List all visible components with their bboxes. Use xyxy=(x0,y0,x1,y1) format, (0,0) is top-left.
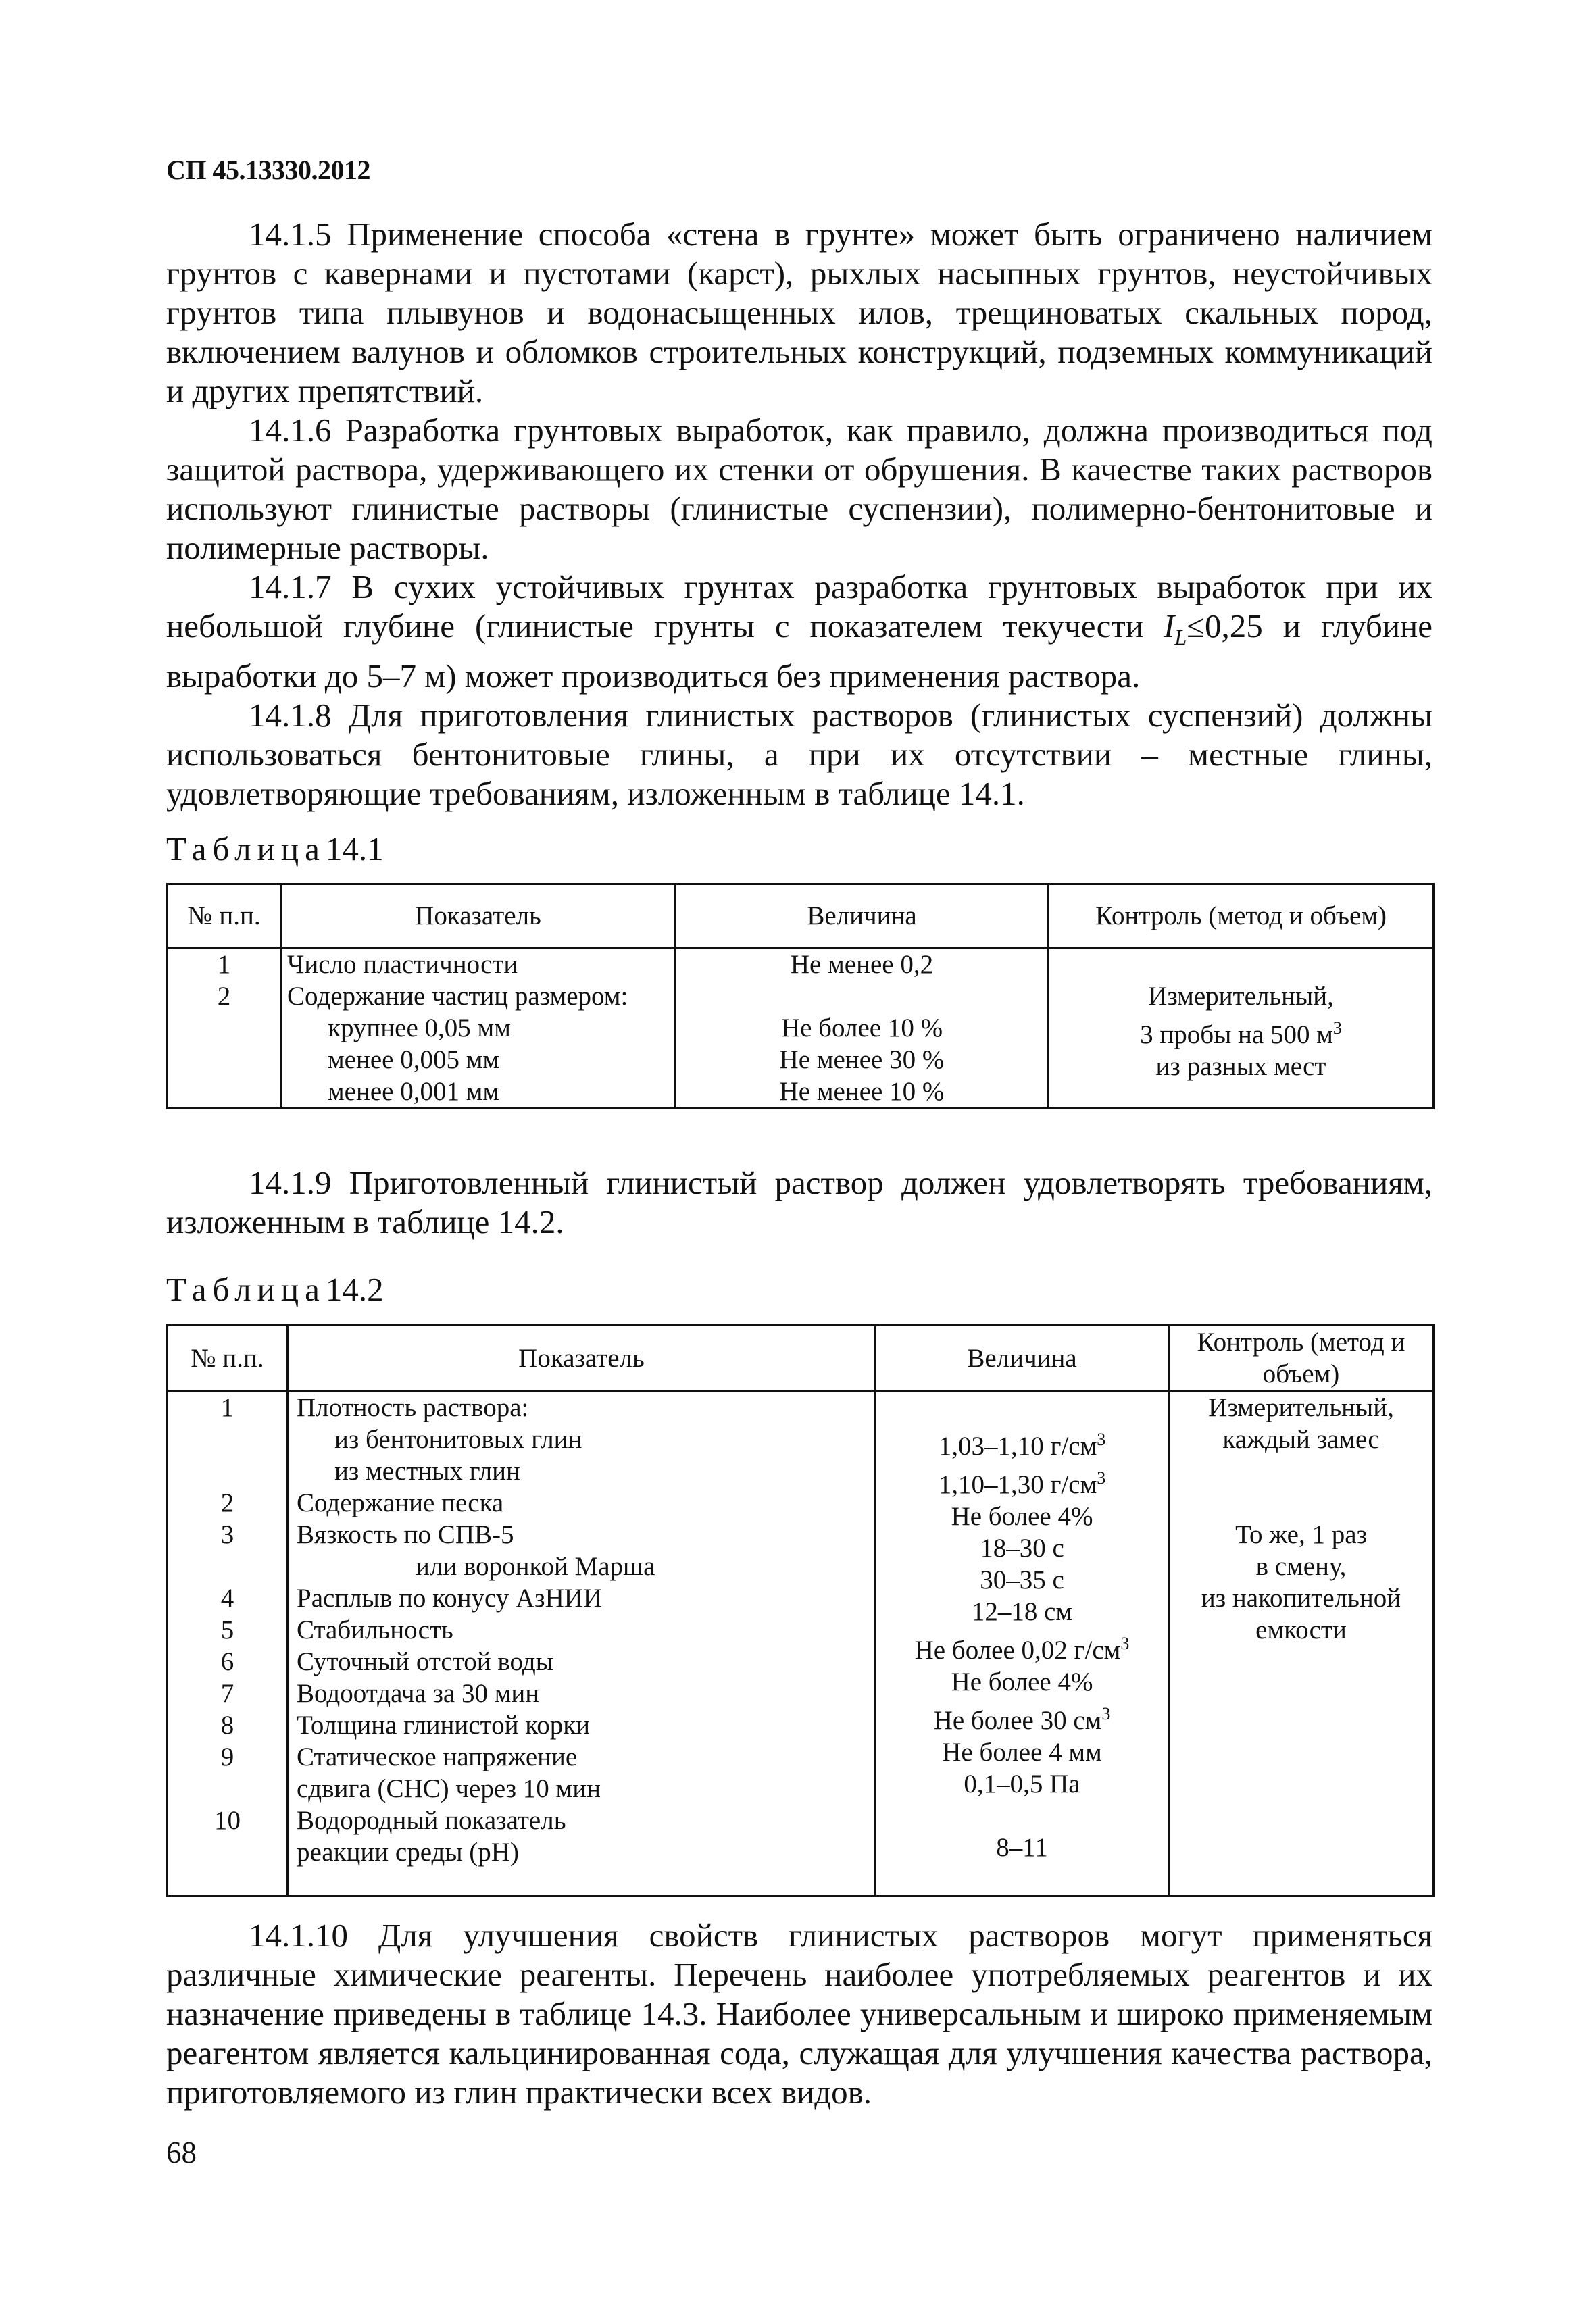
table-cell-control xyxy=(1049,948,1434,1109)
row-indicator: Стабильность xyxy=(297,1615,453,1644)
row-value xyxy=(882,1666,1162,1698)
row-value: Не более 10 % xyxy=(780,1013,943,1042)
row-indicator: Суточный отстой воды xyxy=(297,1647,553,1676)
caption-word: Таблица xyxy=(166,830,326,867)
row-indicator: менее 0,001 мм xyxy=(328,1077,500,1106)
row-value: Не менее 0,2 xyxy=(790,950,934,979)
row-indicator: Толщина глинистой корки xyxy=(297,1711,591,1740)
table-cell-number xyxy=(168,1391,288,1896)
control-line: из разных мест xyxy=(1155,1052,1326,1081)
row-indicator: Расплыв по конусу АзНИИ xyxy=(297,1584,603,1613)
table-14-1 xyxy=(166,883,1435,1109)
row-value-text: Не более 4% xyxy=(951,1667,1093,1696)
paragraph-14-1-10: 14.1.10 Для улучшения свойств глинистых растворов могут применяться различные химические реагенты. Перечень наиболее употребляемых реагентов и их назначение приведены в таблице 14.3. Наиболее универсальным и широко применяемым реагентом является кальцинированная сода, служащая для улучшения качества раствора, приготовляемого из глин практически всех видов. xyxy=(166,1917,1432,2111)
paragraph-14-1-7-after: ≤0,25 и глубине выработки до 5–7 м) может производиться без применения раствора. xyxy=(166,607,1433,695)
row-number xyxy=(174,1836,281,1868)
paragraph-14-1-8: 14.1.8 Для приготовления глинистых растворов (глинистых суспензий) должны использоваться бентонитовые глины, а при их отсутствии – местные глины, удовлетворяющие требованиям, изложенным в таблице 14.1. xyxy=(166,696,1432,812)
row-value-text: 12–18 см xyxy=(971,1597,1073,1626)
row-value xyxy=(882,1392,1162,1424)
control-line xyxy=(1175,1455,1427,1487)
row-indicator: реакции среды (pH) xyxy=(297,1838,519,1867)
row-value xyxy=(882,1698,1162,1736)
row-value xyxy=(882,1462,1162,1501)
row-value-text: Не более 0,02 г/см xyxy=(914,1636,1121,1665)
cubic-superscript: 3 xyxy=(1097,1430,1106,1449)
row-value xyxy=(882,1800,1162,1832)
row-number: 10 xyxy=(214,1806,241,1835)
row-value xyxy=(882,1532,1162,1564)
table-14-2-caption xyxy=(166,1270,384,1309)
row-indicator: из бентонитовых глин xyxy=(334,1425,582,1454)
control-line xyxy=(1175,1487,1427,1519)
row-value xyxy=(882,1832,1162,1863)
caption-number: 14.1 xyxy=(325,830,384,867)
row-value-text: 1,10–1,30 г/см xyxy=(938,1470,1097,1499)
control-line xyxy=(1055,1012,1427,1051)
cubic-superscript: 3 xyxy=(1120,1634,1130,1653)
header-control: Контроль (метод и объем) xyxy=(1169,1326,1434,1391)
row-number: 4 xyxy=(220,1584,234,1613)
row-number: 1 xyxy=(220,1393,234,1422)
paragraph-14-1-9: 14.1.9 Приготовленный глинистый раствор должен удовлетворять требованиям, изложенным в таблице 14.2. xyxy=(166,1164,1432,1240)
caption-word: Таблица xyxy=(166,1271,326,1308)
header-control: Контроль (метод и объем) xyxy=(1049,884,1434,948)
row-value-text: 8–11 xyxy=(996,1833,1048,1862)
row-number xyxy=(174,1424,281,1455)
row-number: 2 xyxy=(217,982,231,1011)
row-value: Не менее 30 % xyxy=(779,1045,945,1074)
row-number: 3 xyxy=(220,1520,234,1549)
table-cell-value xyxy=(876,1391,1169,1896)
header-indicator: Показатель xyxy=(288,1326,876,1391)
row-value-text: 30–35 с xyxy=(980,1565,1064,1594)
text-block-top xyxy=(166,215,1432,813)
caption-number: 14.2 xyxy=(325,1271,384,1308)
row-number xyxy=(174,1551,281,1582)
row-value xyxy=(882,1768,1162,1800)
row-value xyxy=(882,1501,1162,1532)
table-cell-indicator xyxy=(288,1391,876,1896)
text-block-bottom xyxy=(166,1916,1432,2112)
cubic-superscript: 3 xyxy=(1097,1468,1106,1488)
row-value-text: 0,1–0,5 Па xyxy=(964,1769,1080,1799)
row-value-text: Не более 30 см xyxy=(933,1706,1102,1735)
table-14-2 xyxy=(166,1324,1435,1897)
row-value xyxy=(882,1596,1162,1628)
row-value-text: Не более 4 мм xyxy=(942,1738,1102,1767)
row-indicator: сдвига (СНС) через 10 мин xyxy=(297,1774,601,1803)
row-value-text: 1,03–1,10 г/см xyxy=(938,1432,1097,1461)
table-cell-number xyxy=(168,948,281,1109)
row-value: Не менее 10 % xyxy=(779,1077,945,1106)
control-line: в смену, xyxy=(1255,1552,1347,1581)
table-cell-indicator xyxy=(281,948,676,1109)
row-number: 5 xyxy=(220,1615,234,1644)
row-indicator: Число пластичности xyxy=(287,950,518,979)
row-number: 8 xyxy=(220,1711,234,1740)
row-value-text: 18–30 с xyxy=(980,1534,1064,1563)
page-number: 68 xyxy=(166,2136,197,2169)
header-value: Величина xyxy=(876,1326,1169,1391)
row-indicator: Плотность раствора: xyxy=(297,1393,529,1422)
paragraph-14-1-5: 14.1.5 Применение способа «стена в грунте» может быть ограничено наличием грунтов с кавернами и пустотами (карст), рыхлых насыпных грунтов, неустойчивых грунтов типа плывунов и водонасыщенных илов, трещиноватых скальных пород, включением валунов и обломков строительных конструкций, подземных коммуникаций и других препятствий. xyxy=(166,216,1432,409)
row-value xyxy=(882,1564,1162,1596)
row-value xyxy=(882,1736,1162,1768)
row-value xyxy=(882,1863,1162,1895)
fluidity-subscript: L xyxy=(1174,624,1187,649)
row-indicator: менее 0,005 мм xyxy=(328,1045,500,1074)
paragraph-14-1-7 xyxy=(166,568,1432,696)
paragraph-14-1-6: 14.1.6 Разработка грунтовых выработок, как правило, должна производиться под защитой раствора, удерживающего их стенки от обрушения. В качестве таких растворов используют глинистые растворы (глинистые суспензии), полимерно-бентонитовые и полимерные растворы. xyxy=(166,411,1432,566)
row-number: 2 xyxy=(220,1488,234,1517)
row-number xyxy=(174,1455,281,1487)
header-value: Величина xyxy=(676,884,1049,948)
row-number xyxy=(174,1773,281,1805)
text-block-middle xyxy=(166,1163,1432,1242)
row-indicator: Водоотдача за 30 мин xyxy=(297,1679,540,1708)
row-value xyxy=(882,1424,1162,1462)
document-code: СП 45.13330.2012 xyxy=(166,155,370,185)
cubic-superscript: 3 xyxy=(1101,1704,1111,1724)
row-indicator: из местных глин xyxy=(334,1457,520,1486)
row-number: 1 xyxy=(217,950,231,979)
row-indicator: или воронкой Марша xyxy=(416,1552,655,1581)
control-line: каждый замес xyxy=(1222,1425,1380,1454)
table-14-1-caption xyxy=(166,830,384,868)
header-number: № п.п. xyxy=(168,884,281,948)
fluidity-symbol: I xyxy=(1164,607,1175,645)
row-indicator: Вязкость по СПВ-5 xyxy=(297,1520,514,1549)
row-number: 9 xyxy=(220,1742,234,1771)
control-line: из накопительной xyxy=(1201,1584,1401,1613)
row-number: 6 xyxy=(220,1647,234,1676)
control-line: емкости xyxy=(1255,1615,1347,1644)
header-indicator: Показатель xyxy=(281,884,676,948)
row-value-text: Не более 4% xyxy=(951,1502,1093,1531)
table-cell-control xyxy=(1169,1391,1434,1896)
control-line: Измерительный, xyxy=(1208,1393,1394,1422)
control-line: Измерительный, xyxy=(1148,982,1334,1011)
header-number: № п.п. xyxy=(168,1326,288,1391)
paragraph-14-1-7-before: 14.1.7 В сухих устойчивых грунтах разработка грунтовых выработок при их небольшой глубине (глинистые грунты с показателем текучести xyxy=(166,568,1432,645)
row-indicator: Водородный показатель xyxy=(297,1806,566,1835)
control-line: То же, 1 раз xyxy=(1235,1520,1367,1549)
row-indicator: Статическое напряжение xyxy=(297,1742,578,1771)
row-indicator: Содержание песка xyxy=(297,1488,504,1517)
row-value xyxy=(882,1628,1162,1666)
table-cell-value xyxy=(676,948,1049,1109)
cubic-superscript: 3 xyxy=(1332,1018,1342,1038)
row-indicator: крупнее 0,05 мм xyxy=(328,1013,511,1042)
control-samples: 3 пробы на 500 м xyxy=(1140,1020,1333,1049)
row-indicator: Содержание частиц размером: xyxy=(287,982,628,1011)
row-number: 7 xyxy=(220,1679,234,1708)
